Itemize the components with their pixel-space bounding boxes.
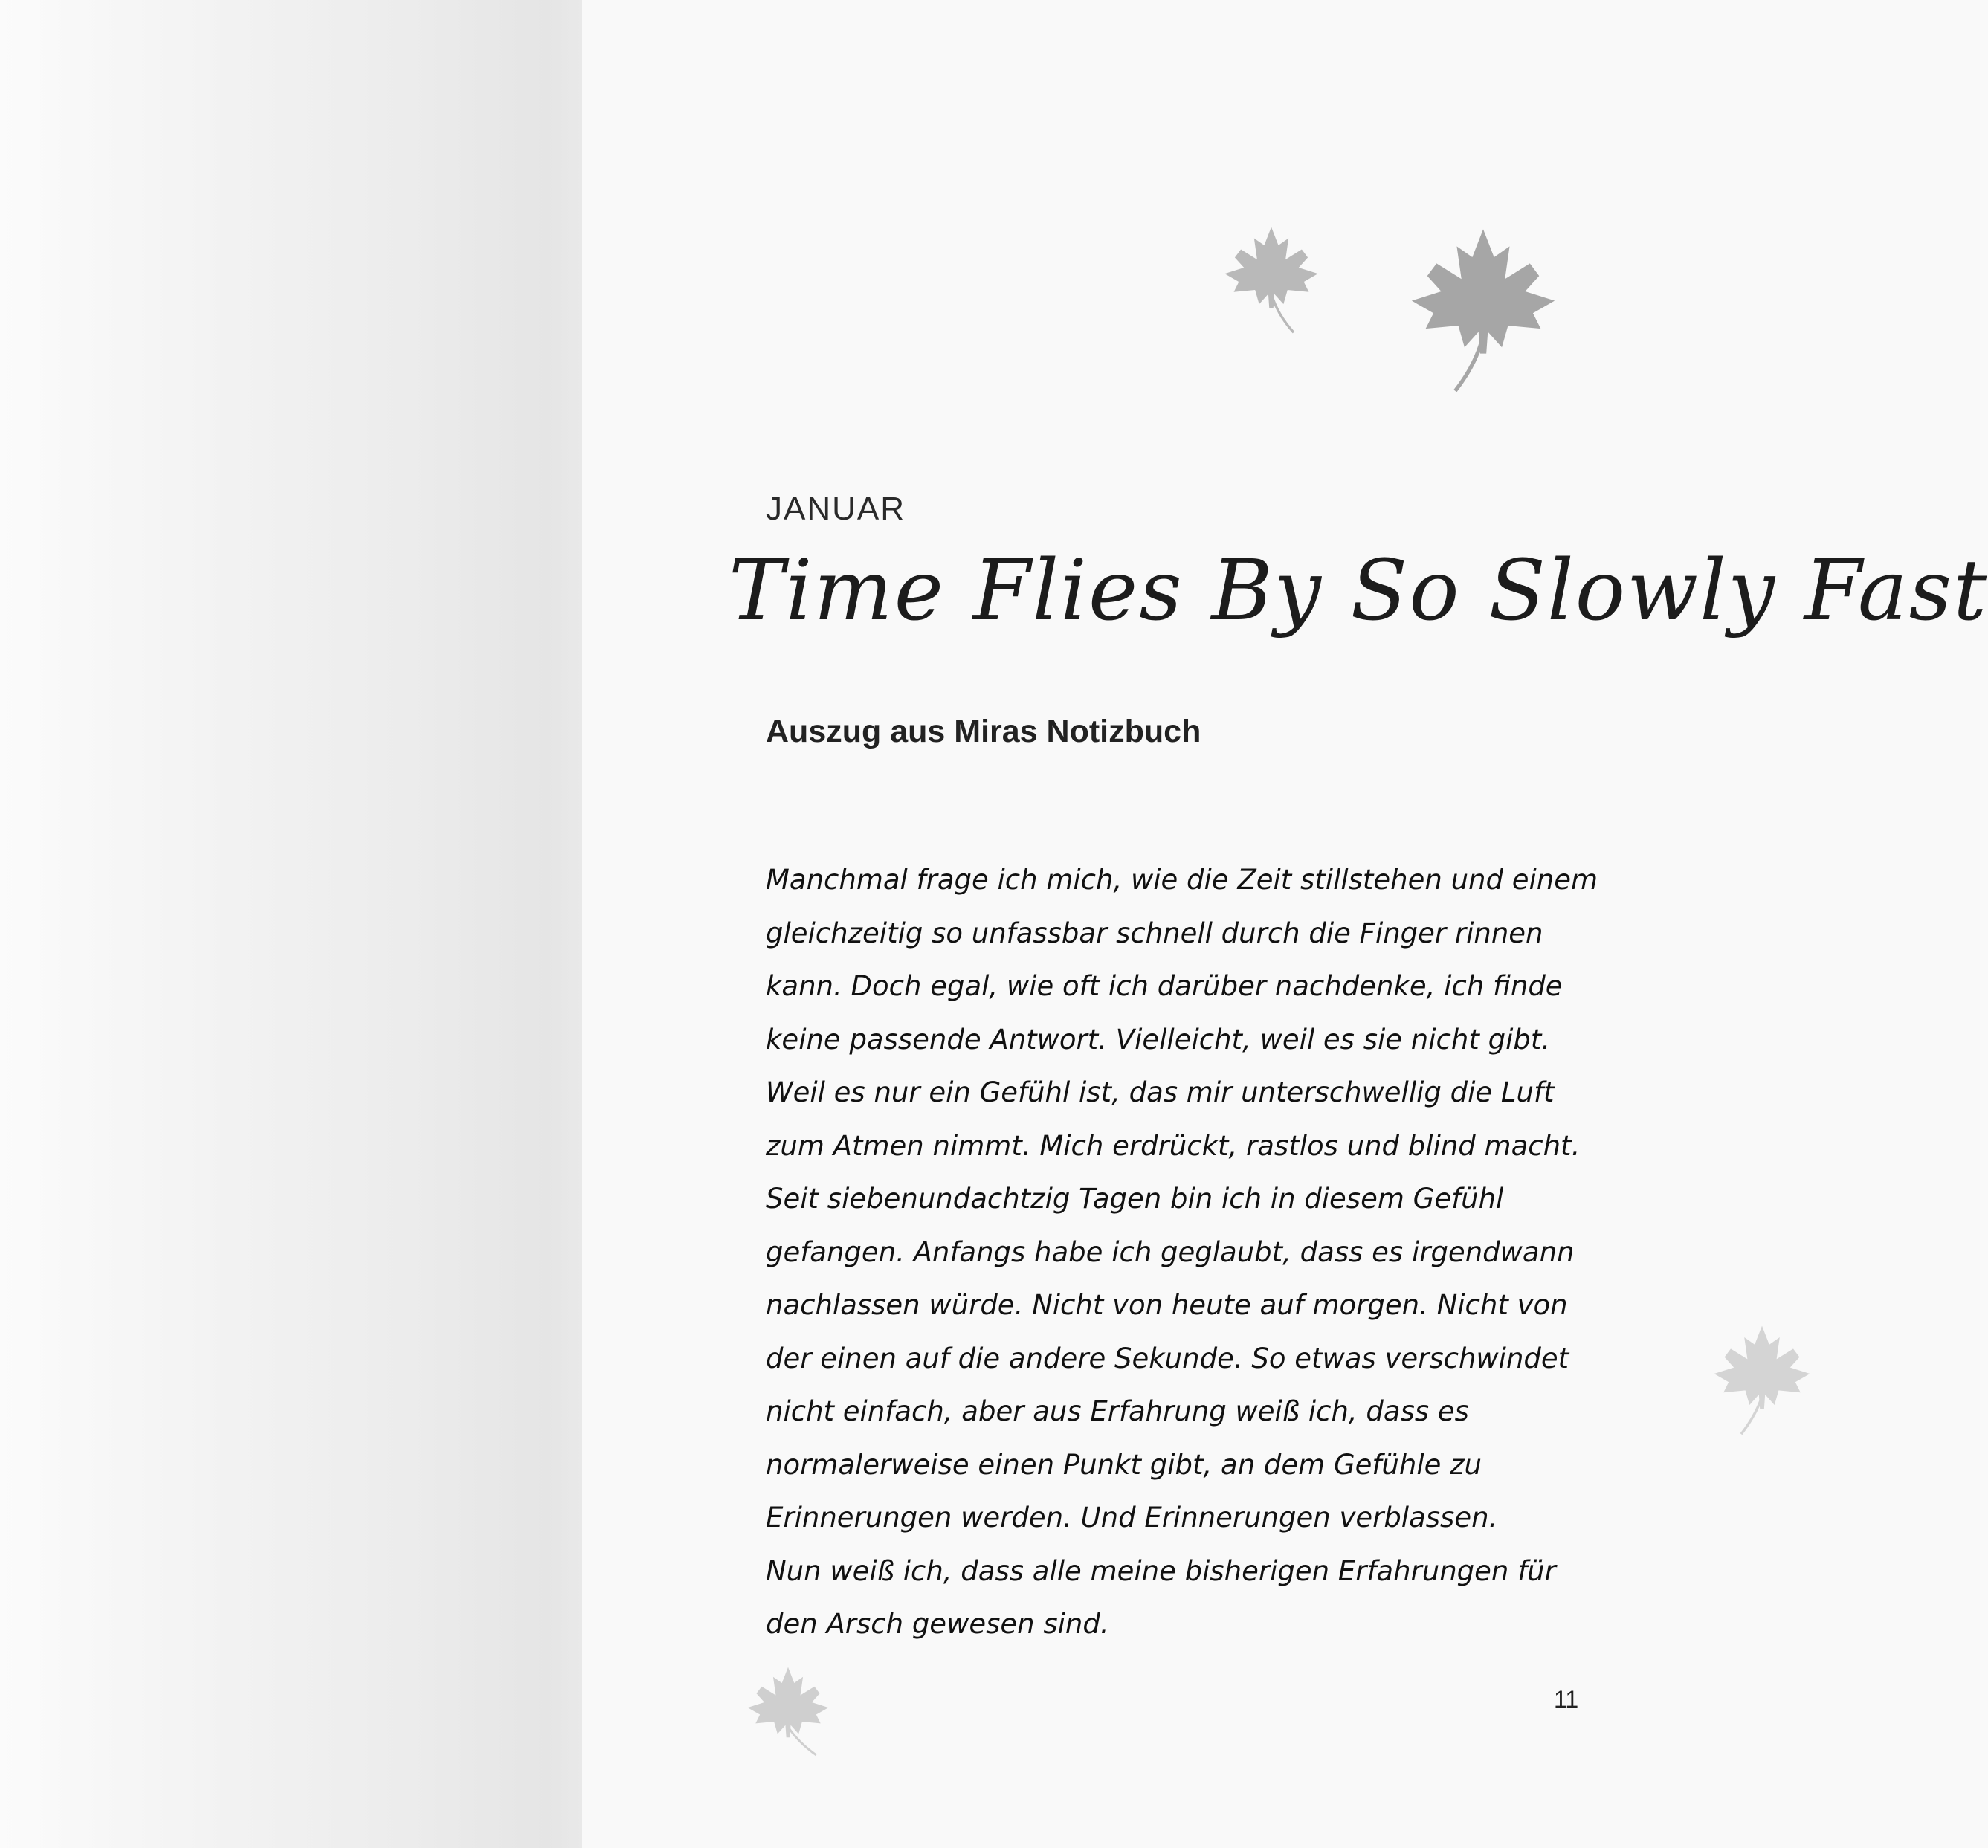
notebook-excerpt — [766, 853, 1606, 1651]
maple-leaf-icon — [1710, 1316, 1814, 1442]
page-number: 11 — [1554, 1686, 1579, 1713]
chapter-title: Time Flies By So Slowly Fast — [729, 543, 1988, 639]
paragraph: Manchmal frage ich mich, wie die Zeit stillstehen und einem gleichzeitig so unfassbar schnell durch die Finger rinnen kann. Doch egal, wie oft ich darüber nachdenke, ich finde keine passende Antwort. Vielleicht, weil es sie nicht gibt. Weil es nur ein Gefühl ist, das mir unterschwellig die Luft zum Atmen nimmt. Mich erdrückt, rastlos und blind macht. — [766, 864, 1598, 1162]
paragraph: Nun weiß ich, dass alle meine bisherigen Erfahrungen für den Arsch gewesen sind. — [766, 1554, 1556, 1640]
left-page-blank — [0, 0, 582, 1848]
month-label: JANUAR — [766, 491, 906, 527]
chapter-subtitle: Auszug aus Miras Notizbuch — [766, 714, 1201, 749]
maple-leaf-icon — [740, 1664, 836, 1760]
maple-leaf-icon — [1219, 223, 1323, 335]
paragraph: Seit siebenundachtzig Tagen bin ich in diesem Gefühl gefangen. Anfangs habe ich geglaubt, dass es irgendwann nachlassen würde. Nicht von heute auf morgen. Nicht von der einen auf die andere Sekunde. So etwas verschwindet nicht einfach, aber aus Erfahrung weiß ich, dass es normalerweise einen Punkt gibt, an dem Gefühle zu Erinnerungen werden. Und Erinnerungen verblassen. — [766, 1183, 1575, 1534]
maple-leaf-icon — [1398, 223, 1569, 394]
